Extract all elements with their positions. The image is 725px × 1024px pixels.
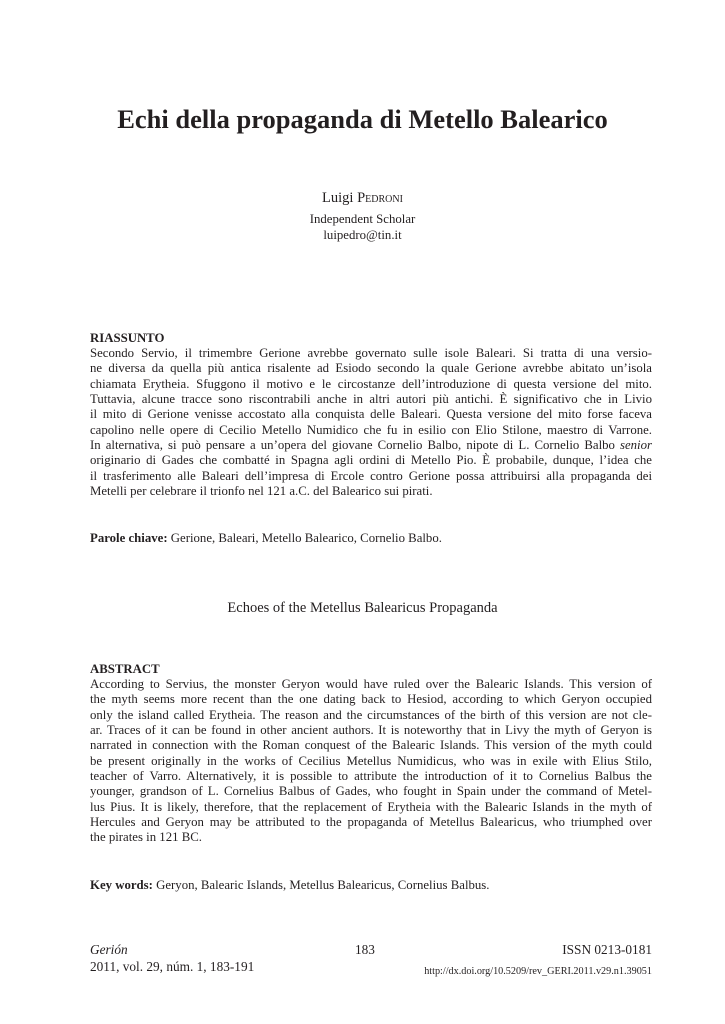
riassunto-heading: RIASSUNTO	[90, 331, 165, 345]
author-last-name: Pedroni	[357, 190, 403, 206]
footer-citation	[90, 941, 254, 975]
riassunto-italic-word: senior	[620, 438, 652, 453]
riassunto-section	[90, 331, 652, 499]
abstract-line: the pirates in 121 BC.	[90, 830, 202, 845]
abstract-line: ar. Traces of it can be found in other ancient authors. It is noteworthy that in Livy the myth of Geryon is	[90, 723, 652, 738]
english-title: Echoes of the Metellus Balearicus Propaganda	[227, 600, 498, 616]
parole-chiave-label: Parole chiave:	[90, 531, 168, 545]
abstract-line: be present originally in the works of Cecilius Metellus Numidicus, who was in exile with Elius Stilo,	[90, 753, 652, 768]
page-number: 183	[355, 942, 375, 957]
riassunto-line: chiamata Erytheia. Sfuggono il motivo e le circostanze dell’introduzione di questa versione del mito.	[90, 376, 652, 391]
author-affiliation-block	[0, 211, 725, 243]
abstract-section	[90, 662, 652, 846]
riassunto-line: Tuttavia, alcune tracce sono riscontrabili anche in altri autori più antichi. È significativo che in Livio	[90, 392, 652, 407]
author-email: luipedro@tin.it	[323, 228, 402, 242]
parole-chiave-text: Gerione, Baleari, Metello Balearico, Cornelio Balbo.	[170, 531, 442, 545]
footer-volume-info: 2011, vol. 29, núm. 1, 183-191	[90, 959, 255, 974]
author-first-name: Luigi	[322, 190, 354, 206]
article-title: Echi della propaganda di Metello Balearico	[117, 104, 608, 134]
footer-doi-link[interactable]: http://dx.doi.org/10.5209/rev_GERI.2011.v29.n1.39051	[424, 966, 652, 977]
riassunto-line-text: In alternativa, si può pensare a un’opera del giovane Cornelio Balbo, nipote di L. Cornelio Balbo	[90, 438, 620, 453]
riassunto-line: il trasferimento alle Baleari dell’impresa di Ercole contro Gerione possa attribuirsi alla propaganda dei	[90, 468, 652, 483]
key-words-text: Geryon, Balearic Islands, Metellus Balearicus, Cornelius Balbus.	[156, 878, 490, 892]
abstract-body	[90, 677, 652, 846]
riassunto-line: Secondo Servio, il trimembre Gerione avrebbe governato sulle isole Baleari. Si tratta di una versio-	[90, 346, 652, 360]
riassunto-line: Metelli per celebrare il trionfo nel 121 a.C. del Balearico sui pirati.	[90, 484, 433, 499]
parole-chiave	[90, 530, 652, 546]
riassunto-line: ne diversa da quella più antica risalente ad Esiodo secondo la quale Gerione avrebbe abitato un’isola	[90, 361, 652, 376]
abstract-line: lus Pius. It is likely, therefore, that the replacement of Erytheia with the Balearic Islands in the myth of	[90, 799, 652, 814]
abstract-line: younger, grandson of L. Cornelius Balbus of Gades, who fought in Spain under the command of Metel-	[90, 784, 652, 799]
author-name	[0, 189, 725, 207]
key-words-label: Key words:	[90, 878, 153, 892]
riassunto-line: il mito di Gerione venisse accostato alla conquista delle Baleari. Questa versione del mito forse faceva	[90, 407, 652, 422]
footer-journal: Gerión	[90, 942, 128, 957]
riassunto-line: originario di Gades che combatté in Spagna agli ordini di Metello Pio. È probabile, dunque, l’idea che	[90, 453, 652, 468]
abstract-heading: ABSTRACT	[90, 662, 160, 676]
riassunto-line: capolino nelle opere di Cecilio Metello Numidico che fu in esilio con Elio Stilone, maestro di Varrone.	[90, 422, 652, 437]
abstract-line: narrated in connection with the Roman conquest of the Balearic Islands. This version of the myth could	[90, 738, 652, 753]
riassunto-line	[90, 438, 652, 453]
abstract-line: Hercules and Geryon may be attributed to the propaganda of Metellus Balearicus, who triumphed over	[90, 815, 652, 830]
abstract-line: According to Servius, the monster Geryon would have ruled over the Balearic Islands. This version of	[90, 677, 652, 691]
riassunto-body	[90, 346, 652, 499]
abstract-line: teacher of Varro. Alternatively, it is possible to attribute the introduction of it to Cornelius Balbus the	[90, 769, 652, 784]
key-words	[90, 877, 652, 893]
footer-issn: ISSN 0213-0181	[562, 942, 652, 957]
author-affiliation: Independent Scholar	[309, 212, 416, 226]
abstract-line: only the island called Erytheia. The reason and the circumstances of the birth of this version are not cle-	[90, 707, 652, 722]
abstract-line: the myth seems more recent than the one dating back to Hesiod, according to which Geryon occupied	[90, 692, 652, 707]
